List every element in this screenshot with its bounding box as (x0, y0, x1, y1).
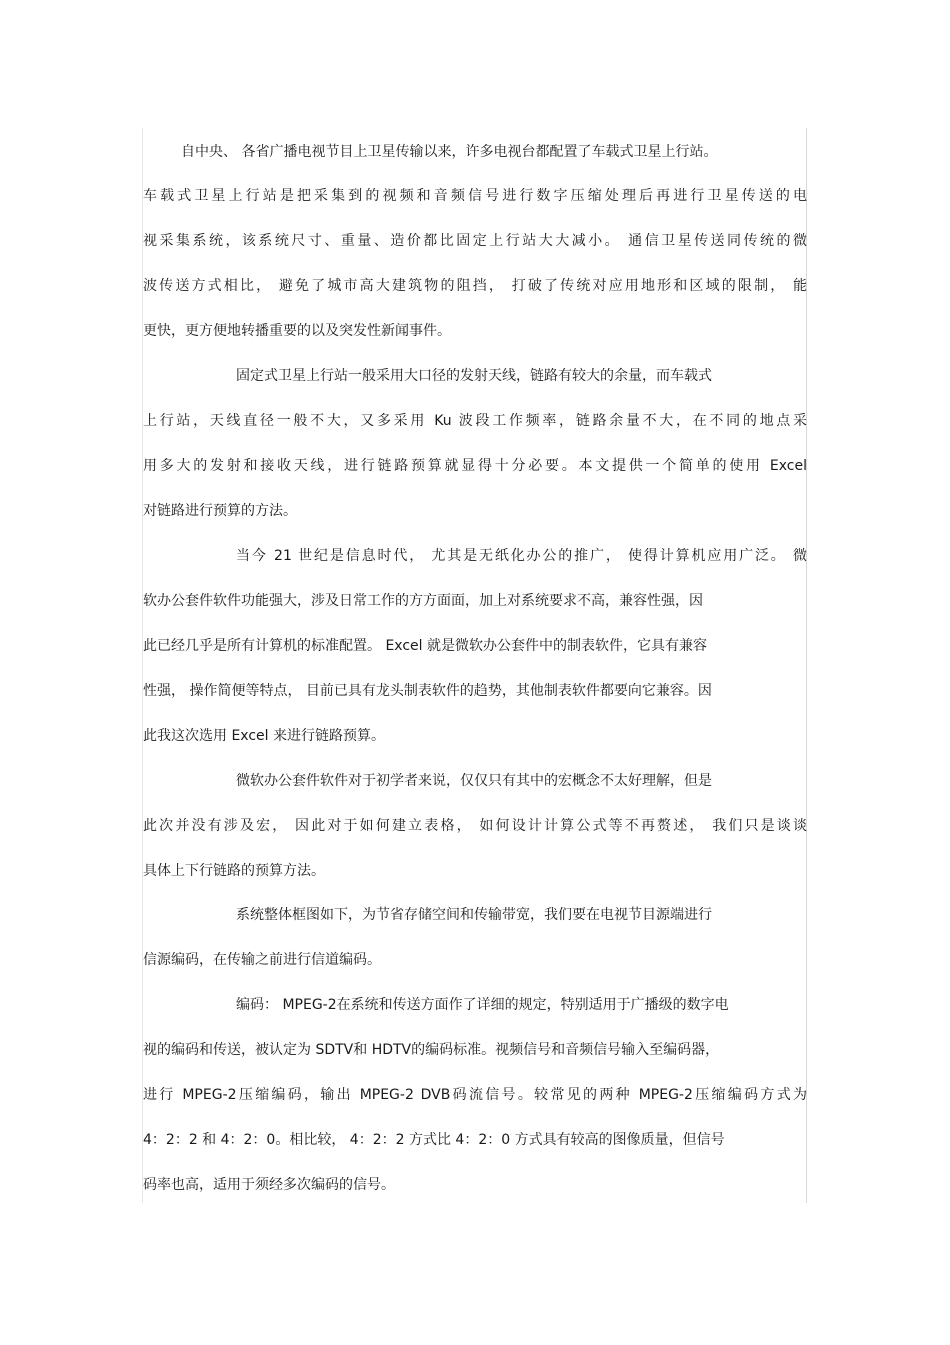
text-line: 此我这次选用 Excel 来进行链路预算。 (143, 728, 385, 744)
text-line: 波传送方式相比， 避免了城市高大建筑物的阻挡， 打破了传统对应用地形和区域的限制， 能 (143, 278, 807, 294)
text-line: 软办公套件软件功能强大，涉及日常工作的方方面面，加上对系统要求不高，兼容性强，因 (143, 593, 703, 609)
text-line: 系统整体框图如下，为节省存储空间和传输带宽，我们要在电视节目源端进行 (236, 907, 712, 923)
text-line: 具体上下行链路的预算方法。 (143, 863, 325, 879)
text-line: 车载式卫星上行站是把采集到的视频和音频信号进行数字压缩处理后再进行卫星传送的电 (143, 188, 807, 204)
text-line: 此次并没有涉及宏， 因此对于如何建立表格， 如何设计计算公式等不再赘述， 我们只是谈谈 (143, 818, 807, 834)
text-line: 视采集系统，该系统尺寸、重量、造价都比固定上行站大大减小。 通信卫星传送同传统的微 (143, 233, 807, 249)
text-line: 更快，更方便地转播重要的以及突发性新闻事件。 (143, 323, 451, 339)
text-line: 进行 MPEG-2压缩编码，输出 MPEG-2 DVB码流信号。较常见的两种 MPEG-2压缩编码方式为 (143, 1087, 807, 1103)
text-line: 此已经几乎是所有计算机的标准配置。 Excel 就是微软办公套件中的制表软件，它具有兼容 (143, 638, 707, 654)
text-line: 信源编码，在传输之前进行信道编码。 (143, 952, 381, 968)
text-line: 固定式卫星上行站一般采用大口径的发射天线，链路有较大的余量，而车载式 (236, 368, 712, 384)
text-line: 用多大的发射和接收天线，进行链路预算就显得十分必要。本文提供一个简单的使用 Excel (143, 458, 807, 474)
text-line: 性强， 操作简便等特点， 目前已具有龙头制表软件的趋势，其他制表软件都要向它兼容。因 (143, 683, 712, 699)
text-line: 上行站，天线直径一般不大，又多采用 Ku 波段工作频率，链路余量不大，在不同的地点采 (143, 413, 807, 429)
text-line: 视的编码和传送，被认定为 SDTV和 HDTV的编码标准。视频信号和音频信号输入至编码器， (143, 1042, 720, 1058)
text-line: 微软办公套件软件对于初学者来说，仅仅只有其中的宏概念不太好理解，但是 (236, 773, 712, 789)
text-line: 对链路进行预算的方法。 (143, 503, 297, 519)
text-line: 码率也高，适用于须经多次编码的信号。 (143, 1177, 395, 1193)
text-line: 4：2：2 和 4：2：0。相比较， 4：2：2 方式比 4：2：0 方式具有较高的图像质量，但信号 (143, 1132, 725, 1148)
text-line: 编码： MPEG-2在系统和传送方面作了详细的规定，特别适用于广播级的数字电 (236, 997, 729, 1013)
text-line: 自中央、 各省广播电视节目上卫星传输以来，许多电视台都配置了车载式卫星上行站。 (181, 144, 718, 160)
text-line: 当今 21 世纪是信息时代， 尤其是无纸化办公的推广， 使得计算机应用广泛。 微 (236, 548, 807, 564)
